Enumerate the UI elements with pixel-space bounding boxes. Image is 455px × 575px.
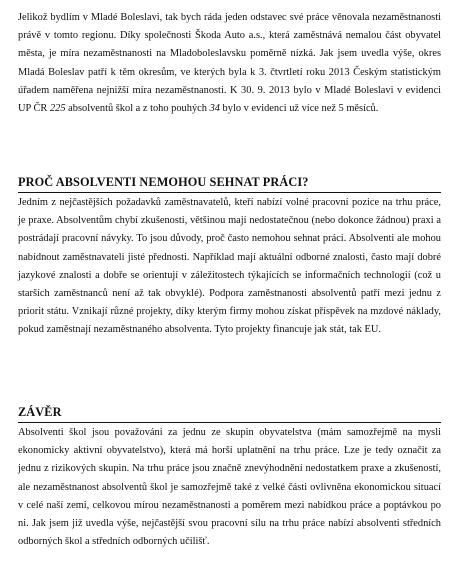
long-term-unemployed-count: 34: [209, 103, 220, 115]
intro-text-b: absolventů škol a z toho pouhých: [65, 103, 210, 115]
section-conclusion-body: [18, 424, 441, 551]
section-conclusion-text: Absolventi škol jsou považováni za jednu ze skupin obyvatelstva (mám samozřejmě na mysli ekonomicky aktivní obyvatelstvo), která má horší uplatnění na trhu práce. Lze je tedy označit za jednu z rizikových skupin. Na trhu práce jsou značně znevýhodnění nedostatkem praxe a zkušeností, ale nezaměstnanost absolventů škol je samozřejmě také z velké části ovlivněna ekonomickou situací v celé naší zemi, celkovou mírou nezaměstnanosti a poměrem mezi nabídkou práce a poptávkou po ni. Jak jsem již uvedla výše, nejčastější svou pracovní sílu na trhu práce nabízí absolventi středních odborných škol a středních odborných učilišť.: [18, 427, 441, 548]
section-heading-conclusion: ZÁVĚR: [18, 405, 441, 423]
section-why-body: [18, 194, 441, 340]
intro-text-c: bylo v evidenci už více než 5 měsíců.: [219, 103, 379, 115]
intro-text: [18, 9, 441, 118]
intro-paragraph: [18, 9, 441, 118]
section-why-text: Jedním z nejčastějších požadavků zaměstnavatelů, kteří nabízí volné pracovní pozice na trhu práce, je praxe. Absolventům chybí zkušenosti, většinou mají nedostatečnou (nebo dokonce žádnou) praxi a postrádají pracovní návyky. To jsou důvody, proč často nemohou sehnat práci. Absolventi ale mohou nabídnout zaměstnavateli jisté přednosti. Například mají aktuální odborné znalosti, často mají dobré jazykové znalosti a dobře se orientují v záležitostech týkajících se informačních technologií (což u starších zaměstnanců není až tak obvyklé). Podpora zaměstnanosti absolventů patří mezi jednu z priorit státu. Vznikají různé projekty, díky kterým firmy mohou získat příspěvek na mzdové náklady, pokud zaměstnají nezaměstnaného absolventa. Tyto projekty financuje jak stát, tak EU.: [18, 197, 441, 336]
graduates-count: 225: [49, 103, 66, 115]
section-heading-why: PROČ ABSOLVENTI NEMOHOU SEHNAT PRÁCI?: [18, 175, 441, 193]
intro-text-a: Jelikož bydlím v Mladé Boleslavi, tak bych ráda jeden odstavec své práce věnovala nezaměstnanosti právě v tomto regionu. Díky společnosti Škoda Auto a.s., která zaměstnává nemalou část obyvatel města, je míra nezaměstnanosti na Mladoboleslavsku poměrně nízká. Jak jsem uvedla výše, okres Mladá Boleslav patří k těm okresům, ve kterých byla k 3. čtvrtletí roku 2013 Českým statistickým úřadem naměřena nejnižší míra nezaměstnanosti. K 30. 9. 2013 bylo v Mladé Boleslavi v evidenci UP ČR: [18, 12, 441, 115]
